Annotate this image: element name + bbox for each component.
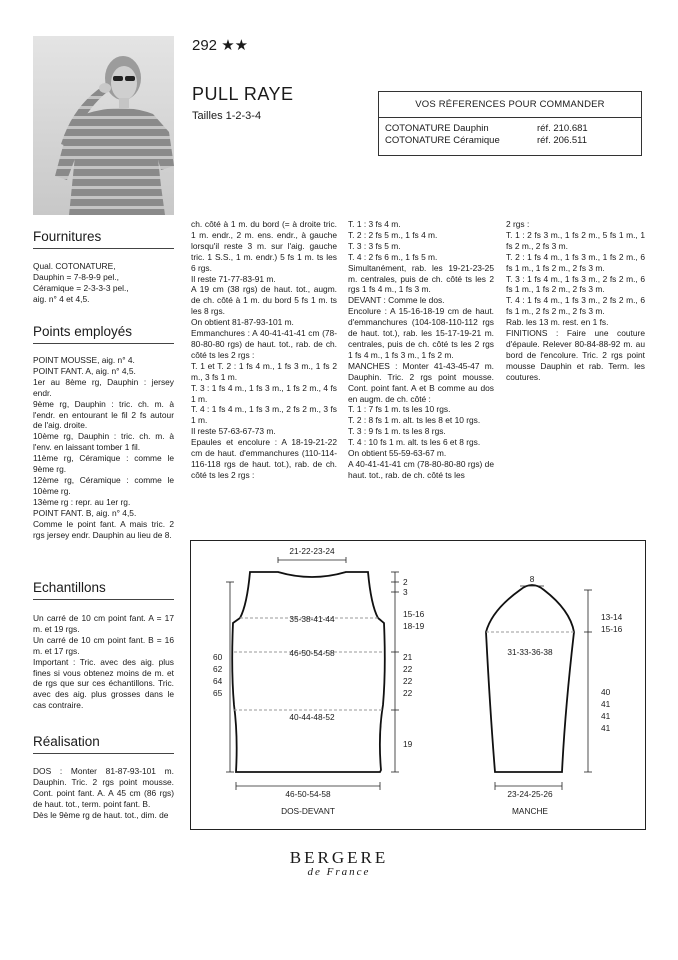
sleeve-length-label-3: 41: [601, 711, 611, 721]
text-line: 2 rgs :: [506, 219, 530, 229]
text-line: T. 4 : 1 fs 4 m., 1 fs 3 m., 2 fs 2 m., 3 fs 1 m.: [191, 404, 337, 426]
text-line: Epaules et encolure : A 18-19-21-22 cm de haut. d'emmanchures (110-114-116-118 rgs de haut. tot.), rab. de ch. côté ts les 2 rgs :: [191, 437, 337, 480]
mid-height-label-3: 22: [403, 676, 413, 686]
text-line: Un carré de 10 cm point fant. B = 16 m. et 17 rgs.: [33, 634, 174, 656]
echantillons-text: [33, 613, 174, 711]
text-line: Emmanchures : A 40-41-41-41 cm (78-80-80-80 rgs) de haut. tot., rab. de ch. côté ts les 2 rgs :: [191, 328, 337, 360]
mid-height-label-4: 22: [403, 688, 413, 698]
text-line: T. 4 : 2 fs 6 m., 1 fs 5 m.: [348, 251, 438, 262]
text-line: Rab. les 13 m. rest. en 1 fs.: [506, 317, 609, 328]
text-line: T. 4 : 10 fs 1 m. alt. ts les 6 et 8 rgs.: [348, 437, 481, 448]
text-line: 9ème rg, Dauphin : tric. ch. m. à l'endr. en entourant le fil 2 fs autour de l'aig. droite.: [33, 398, 174, 431]
armhole-label-2: 18-19: [403, 621, 425, 631]
total-height-label-4: 65: [213, 688, 223, 698]
yarn-reference: réf. 206.511: [537, 135, 588, 146]
hem-width-label: 46-50-54-58: [285, 789, 331, 799]
text-line: Qual. COTONATURE,: [33, 261, 116, 271]
instructions-column-1: [191, 219, 337, 481]
text-line: On obtient 81-87-93-101 m.: [191, 317, 294, 328]
pattern-schematic: [190, 540, 646, 830]
sleeve-piece-drawing: [486, 585, 592, 790]
brand-logo: [0, 848, 678, 878]
text-line: aig. n° 4 et 4,5.: [33, 293, 90, 304]
text-line: T. 2 : 1 fs 4 m., 1 fs 3 m., 1 fs 2 m., 6 fs 1 m., 1 fs 2 m., 2 fs 3 m.: [506, 251, 645, 273]
cuff-width-label: 23-24-25-26: [507, 789, 553, 799]
text-line: T. 2 : 8 fs 1 m. alt. ts les 8 et 10 rgs.: [348, 415, 481, 426]
text-line: A 19 cm (38 rgs) de haut. tot., augm. de ch. côté à 1 m. du bord 5 fs 1 m. ts les 8 rgs.: [191, 284, 337, 317]
mid-height-label-2: 22: [403, 664, 413, 674]
sleeve-cap-label-1: 13-14: [601, 612, 623, 622]
total-height-label-1: 60: [213, 652, 223, 662]
order-references-box: [378, 91, 642, 156]
text-line: T. 3 : 3 fs 5 m.: [348, 240, 401, 251]
sleeve-top-width-label: 8: [529, 574, 535, 584]
neck-width-label: 21-22-23-24: [289, 546, 335, 556]
instructions-column-3: [506, 219, 645, 383]
chest-width-label: 46-50-54-58: [289, 648, 335, 658]
shoulder-width-label: 35-38-41-44: [289, 614, 335, 624]
text-line: 10ème rg, Dauphin : tric. ch. m. à l'env. en laissant tomber 1 fil.: [33, 431, 174, 453]
text-line: T. 1 : 2 fs 3 m., 1 fs 2 m., 5 fs 1 m., 1 fs 2 m., 2 fs 3 m.: [506, 229, 645, 251]
realisation-text: [33, 766, 174, 821]
text-line: Encolure : A 15-16-18-19 cm de haut. d'emmanchures (104-108-110-112 rgs de haut. tot.), rab. les 15-17-19-21 m. centrales, puis de ch. côté ts les 2 rgs 1 fs 4 m., 1 fs 3 m., 1 fs 2 m.: [348, 306, 494, 360]
text-line: T. 2 : 2 fs 5 m., 1 fs 4 m.: [348, 229, 438, 240]
total-height-label-2: 62: [213, 664, 223, 674]
body-piece-drawing: [226, 557, 399, 790]
text-line: T. 1 : 3 fs 4 m.: [348, 219, 401, 229]
reference-row: [385, 135, 587, 146]
brand-logo-main: BERGERE: [289, 848, 389, 867]
text-line: MANCHES : Monter 41-43-45-47 m. Dauphin. Tric. 2 rgs point mousse. Cont. point fant. A et B comme au dos en augm. de ch. côté :: [348, 360, 494, 404]
text-line: Céramique = 2-3-3-3 pel.,: [33, 282, 129, 293]
section-heading-points: Points employés: [33, 324, 174, 344]
text-line: T. 3 : 9 fs 1 m. ts les 8 rgs.: [348, 426, 446, 437]
text-line: T. 4 : 1 fs 4 m., 1 fs 3 m., 2 fs 2 m., 6 fs 1 m., 2 fs 2 m., 2 fs 3 m.: [506, 295, 645, 317]
text-line: Dès le 9ème rg de haut. tot., dim. de: [33, 809, 169, 820]
yarn-reference: réf. 210.681: [537, 123, 588, 134]
body-piece-label: DOS-DEVANT: [281, 806, 335, 816]
text-line: A 40-41-41-41 cm (78-80-80-80 rgs) de haut. tot., rab. de ch. côté ts les: [348, 458, 494, 480]
section-heading-fournitures: Fournitures: [33, 229, 174, 249]
section-heading-echantillons: Echantillons: [33, 580, 174, 600]
text-line: 13ème rg : repr. au 1er rg.: [33, 496, 131, 507]
text-line: POINT FANT. B, aig. n° 4,5.: [33, 507, 137, 518]
text-line: Un carré de 10 cm point fant. A = 17 m. et 19 rgs.: [33, 613, 174, 634]
yarn-name: COTONATURE Dauphin: [385, 123, 489, 134]
model-photo: [33, 36, 174, 215]
order-references-heading: VOS RÉFERENCES POUR COMMANDER: [379, 92, 641, 118]
text-line: Il reste 57-63-67-73 m.: [191, 426, 276, 437]
text-line: T. 3 : 1 fs 4 m., 1 fs 3 m., 1 fs 2 m., 4 fs 1 m.: [191, 382, 337, 404]
text-line: Il reste 71-77-83-91 m.: [191, 273, 276, 284]
text-line: Important : Tric. avec des aig. plus fines si vous obtenez moins de m. et de rgs que sur ces échantillons. Tric. avec des aig. plus grosses dans le cas contraire.: [33, 656, 174, 711]
sleeve-length-label-1: 40: [601, 687, 611, 697]
waist-width-label: 40-44-48-52: [289, 712, 335, 722]
neck-depth-label-1: 2: [403, 577, 408, 587]
text-line: On obtient 55-59-63-67 m.: [348, 448, 447, 459]
neck-depth-label-2: 3: [403, 587, 408, 597]
text-line: Dauphin = 7-8-9-9 pel.,: [33, 271, 119, 282]
sleeve-length-label-2: 41: [601, 699, 611, 709]
text-line: FINITIONS : Faire une couture d'épaule. Relever 80-84-88-92 m. au bord de l'encolure. Tric. 2 rgs point mousse Dauphin et rab. Term. les coutures.: [506, 328, 645, 382]
points-text: [33, 355, 174, 540]
pattern-number: 292 ★★: [192, 37, 249, 54]
sleeve-upper-width-label: 31-33-36-38: [507, 647, 553, 657]
text-line: 12ème rg, Céramique : comme le 10ème rg.: [33, 474, 174, 496]
text-line: POINT MOUSSE, aig. n° 4.: [33, 355, 135, 365]
text-line: T. 1 et T. 2 : 1 fs 4 m., 1 fs 3 m., 1 fs 2 m., 3 fs 1 m.: [191, 360, 337, 382]
sleeve-piece-label: MANCHE: [512, 806, 548, 816]
armhole-label-1: 15-16: [403, 609, 425, 619]
sleeve-length-label-4: 41: [601, 723, 611, 733]
text-line: DEVANT : Comme le dos.: [348, 295, 445, 306]
section-heading-realisation: Réalisation: [33, 734, 174, 754]
reference-row: [385, 123, 588, 134]
fournitures-text: [33, 261, 174, 305]
text-line: 1er au 8ème rg, Dauphin : jersey endr.: [33, 376, 174, 398]
text-line: 11ème rg, Céramique : comme le 9ème rg.: [33, 453, 174, 475]
text-line: T. 3 : 1 fs 4 m., 1 fs 3 m., 2 fs 2 m., 6 fs 1 m., 1 fs 2 m., 2 fs 3 m.: [506, 273, 645, 295]
text-line: Simultanément, rab. les 19-21-23-25 m. centrales, puis de ch. côté ts les 2 rgs 1 fs 4 m., 1 fs 3 m.: [348, 262, 494, 295]
yarn-name: COTONATURE Céramique: [385, 135, 500, 146]
mid-height-label-1: 21: [403, 652, 413, 662]
total-height-label-3: 64: [213, 676, 223, 686]
text-line: Comme le point fant. A mais tric. 2 rgs jersey endr. Dauphin au lieu de 8.: [33, 518, 174, 540]
sleeve-cap-label-2: 15-16: [601, 624, 623, 634]
brand-logo-sub: de France: [307, 866, 371, 878]
pattern-title: PULL RAYE: [192, 84, 294, 104]
instructions-column-2: [348, 219, 494, 481]
lower-height-label: 19: [403, 739, 413, 749]
text-line: T. 1 : 7 fs 1 m. ts les 10 rgs.: [348, 404, 451, 415]
text-line: ch. côté à 1 m. du bord (= à droite tric. 1 m. endr., 2 m. ens. endr., à gauche lorsqu'il reste 3 m. sur l'aig. gauche tric. 1 S.S., 1 m. endr.) 5 fs 1 m. ts les 6 rgs.: [191, 219, 337, 273]
sizes-label: Tailles 1-2-3-4: [192, 110, 262, 122]
text-line: POINT FANT. A, aig. n° 4,5.: [33, 365, 136, 376]
text-line: DOS : Monter 81-87-93-101 m. Dauphin. Tric. 2 rgs point mousse. Cont. point fant. A. A 45 cm (86 rgs) de haut. tot., term. point fant. B.: [33, 766, 174, 809]
